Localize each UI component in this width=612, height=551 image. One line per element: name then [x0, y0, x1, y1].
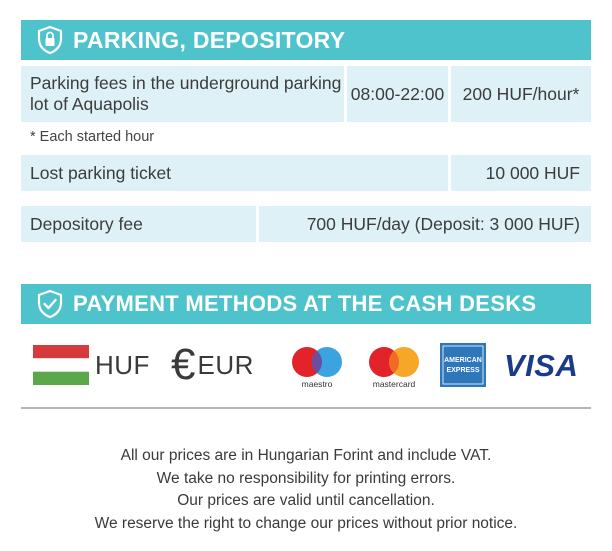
visa-logo: VISA	[504, 348, 579, 383]
footer-notice	[0, 445, 612, 535]
depository-label: Depository fee	[21, 206, 256, 242]
footer-line: We take no responsibility for printing errors.	[156, 469, 456, 487]
check-shield-icon	[37, 290, 63, 318]
parking-section-header	[21, 20, 591, 60]
american-express-logo	[440, 343, 486, 387]
svg-text:mastercard: mastercard	[372, 379, 416, 389]
parking-price: 200 HUF/hour*	[451, 66, 591, 122]
mastercard-logo	[364, 342, 424, 390]
euro-icon: €	[171, 340, 196, 389]
parking-section-title: PARKING, DEPOSITORY	[73, 26, 346, 53]
payment-method-amex	[440, 343, 486, 387]
lock-shield-icon	[37, 26, 63, 54]
footer-line: Our prices are valid until cancellation.	[177, 492, 435, 509]
parking-fee-label: Parking fees in the underground parking lot of Aquapolis	[21, 66, 344, 122]
footer-line: All our prices are in Hungarian Forint and include VAT.	[120, 447, 492, 464]
svg-text:AMERICAN: AMERICAN	[444, 357, 482, 364]
hungarian-flag-icon	[33, 345, 89, 385]
lost-ticket-label: Lost parking ticket	[21, 155, 448, 191]
footer-line: We reserve the right to change our prices without prior notice.	[94, 514, 518, 532]
table-row	[21, 206, 591, 242]
payment-method-mastercard	[364, 342, 424, 390]
payment-method-visa	[504, 348, 578, 384]
parking-footnote: * Each started hour	[30, 129, 155, 145]
depository-price: 700 HUF/day (Deposit: 3 000 HUF)	[259, 206, 591, 242]
parking-hours: 08:00-22:00	[347, 66, 448, 122]
maestro-logo	[287, 342, 347, 390]
payment-section-header	[21, 284, 591, 324]
payment-section-title: PAYMENT METHODS AT THE CASH DESKS	[73, 291, 537, 316]
currency-eur-label: EUR	[197, 349, 254, 380]
lost-ticket-price: 10 000 HUF	[451, 155, 591, 191]
payment-methods	[21, 340, 591, 390]
table-row	[21, 155, 591, 191]
svg-text:maestro: maestro	[301, 379, 333, 389]
payment-method-eur	[171, 340, 254, 389]
payment-method-maestro	[287, 342, 347, 390]
divider	[21, 407, 591, 409]
svg-text:EXPRESS: EXPRESS	[446, 367, 480, 374]
payment-method-huf	[33, 345, 150, 385]
table-row	[21, 66, 591, 122]
currency-huf-label: HUF	[95, 349, 150, 380]
